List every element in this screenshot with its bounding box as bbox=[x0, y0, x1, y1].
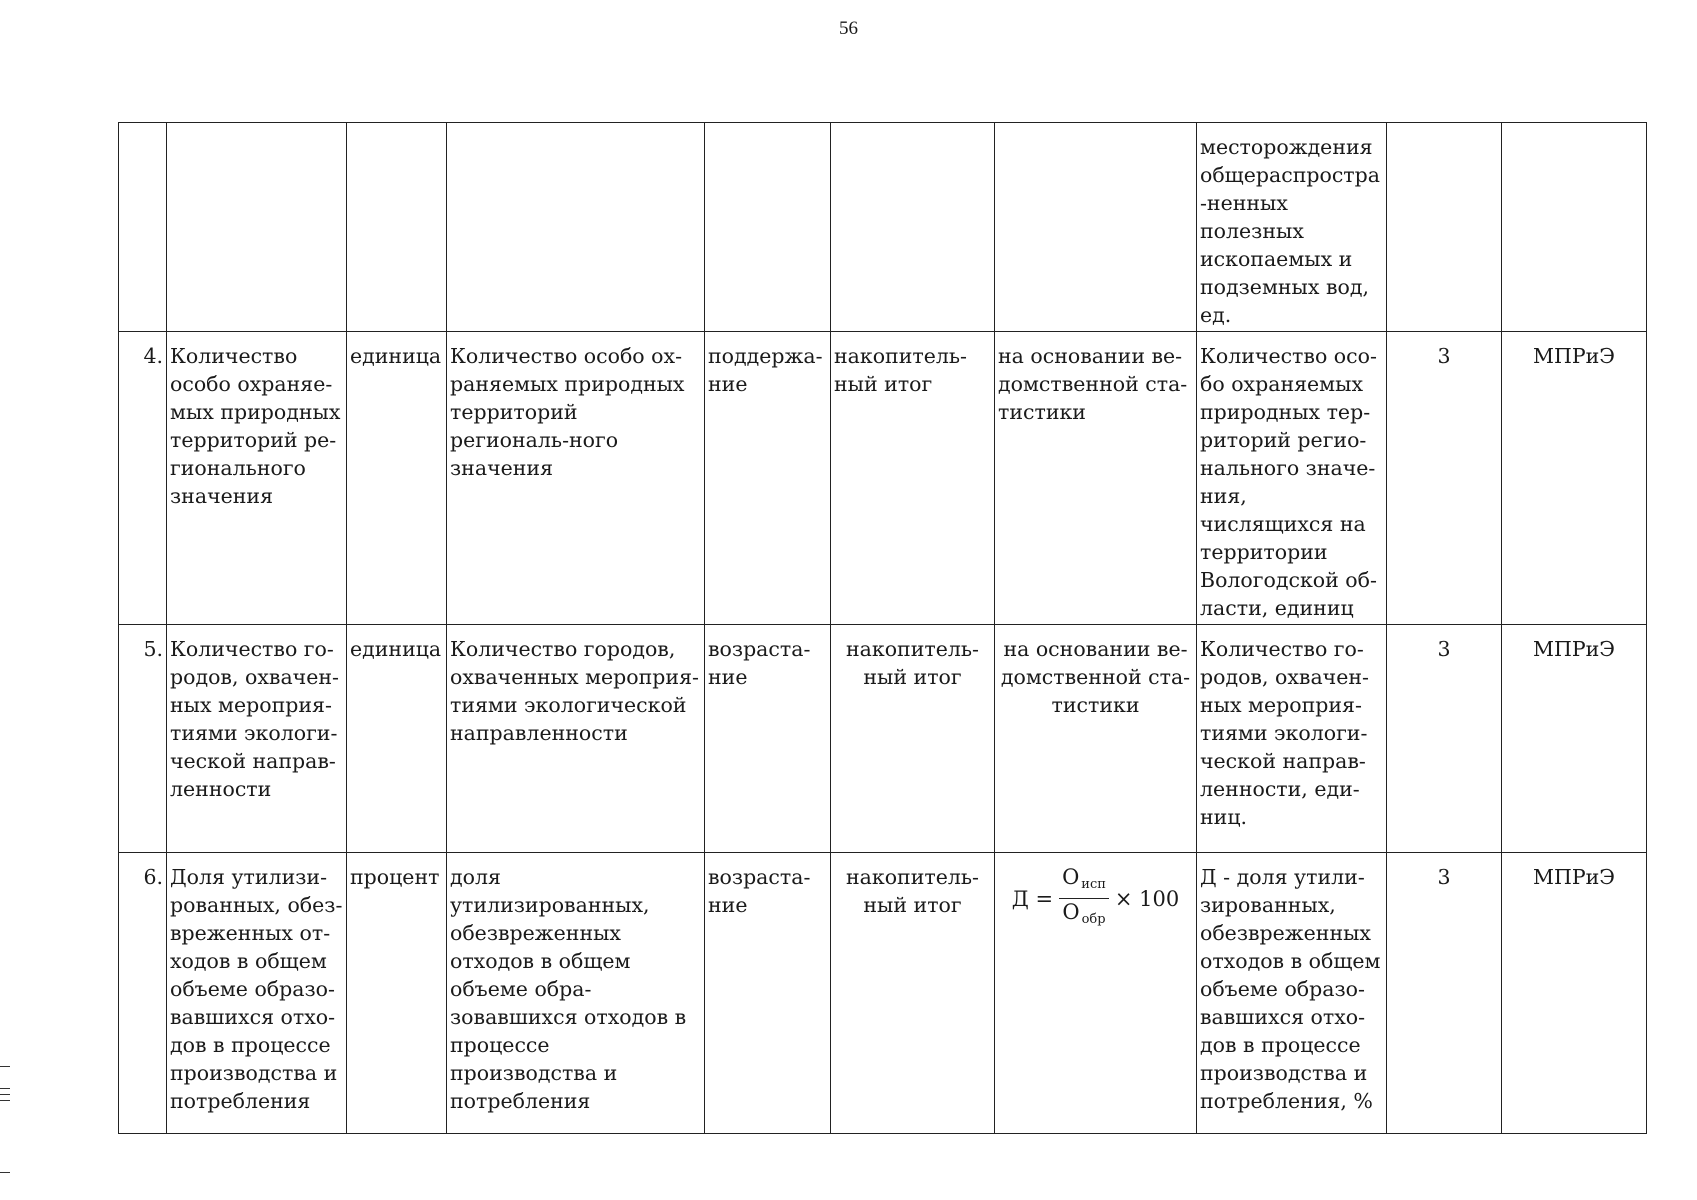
formula-denominator-subscript: обр bbox=[1081, 912, 1106, 927]
formula-fraction bbox=[1059, 865, 1109, 932]
unit: единица bbox=[347, 625, 447, 853]
unit: единица bbox=[347, 332, 447, 625]
formula bbox=[1012, 865, 1180, 932]
unit: процент bbox=[347, 853, 447, 1134]
row-number: 5. bbox=[119, 625, 167, 853]
responsible bbox=[1502, 123, 1647, 332]
indicator-description: месторождения общераспростра-ненных полезных ископаемых и подземных вод, ед. bbox=[1197, 123, 1387, 332]
responsible: МПРиЭ bbox=[1502, 853, 1647, 1134]
definition bbox=[447, 123, 705, 332]
formula-cell bbox=[995, 853, 1197, 1134]
row-number bbox=[119, 123, 167, 332]
margin-mark bbox=[0, 1172, 10, 1173]
responsible: МПРиЭ bbox=[1502, 332, 1647, 625]
responsible: МПРиЭ bbox=[1502, 625, 1647, 853]
indicator-name: Доля утилизи-рованных, обез-вреженных от-ходов в общем объеме образо-вавшихся отхо-дов в процессе производства и потребления bbox=[167, 853, 347, 1134]
table-row bbox=[119, 853, 1647, 1134]
source: 3 bbox=[1387, 853, 1502, 1134]
formula-numerator bbox=[1059, 865, 1109, 899]
indicator-description: Д - доля утили-зированных, обезвреженных отходов в общем объеме образо-вавшихся отхо-дов в процессе производства и потребления, % bbox=[1197, 853, 1387, 1134]
indicator-description: Количество го-родов, охвачен-ных мероприя-тиями экологи-ческой направ-ленности, еди-ниц. bbox=[1197, 625, 1387, 853]
margin-mark bbox=[0, 1100, 10, 1101]
indicator-name bbox=[167, 123, 347, 332]
indicator-description: Количество осо-бо охраняемых природных тер-риторий регио-нального значе-ния, числящихся на территории Вологодской об-ласти, единиц bbox=[1197, 332, 1387, 625]
margin-mark bbox=[0, 1094, 10, 1095]
method bbox=[831, 123, 995, 332]
indicator-name: Количество го-родов, охвачен-ных мероприя-тиями экологи-ческой направ-ленности bbox=[167, 625, 347, 853]
indicators-table bbox=[118, 122, 1647, 1134]
method: накопитель-ный итог bbox=[831, 625, 995, 853]
table-row bbox=[119, 625, 1647, 853]
calculation: на основании ве-домственной ста-тистики bbox=[995, 625, 1197, 853]
definition: доля утилизированных, обезвреженных отходов в общем объеме обра-зовавшихся отходов в процессе производства и потребления bbox=[447, 853, 705, 1134]
formula-numerator-subscript: исп bbox=[1081, 877, 1106, 892]
definition: Количество особо ох-раняемых природных территорий региональ-ного значения bbox=[447, 332, 705, 625]
formula-multiplier: × 100 bbox=[1114, 886, 1180, 911]
source bbox=[1387, 123, 1502, 332]
formula-denominator bbox=[1062, 899, 1105, 932]
calculation bbox=[995, 123, 1197, 332]
formula-denominator-symbol: О bbox=[1062, 900, 1080, 924]
formula-numerator-symbol: О bbox=[1062, 865, 1080, 889]
indicator-name: Количество особо охраняе-мых природных территорий ре-гионального значения bbox=[167, 332, 347, 625]
unit bbox=[347, 123, 447, 332]
row-number: 4. bbox=[119, 332, 167, 625]
source: 3 bbox=[1387, 332, 1502, 625]
row-number: 6. bbox=[119, 853, 167, 1134]
source: 3 bbox=[1387, 625, 1502, 853]
margin-mark bbox=[0, 1066, 10, 1067]
table-row bbox=[119, 332, 1647, 625]
calculation: на основании ве-домственной ста-тистики bbox=[995, 332, 1197, 625]
trend: поддержа-ние bbox=[705, 332, 831, 625]
table-row bbox=[119, 123, 1647, 332]
definition: Количество городов, охваченных мероприя-тиями экологической направленности bbox=[447, 625, 705, 853]
method: накопитель-ный итог bbox=[831, 332, 995, 625]
page-number: 56 bbox=[839, 18, 858, 39]
trend: возраста-ние bbox=[705, 853, 831, 1134]
trend bbox=[705, 123, 831, 332]
trend: возраста-ние bbox=[705, 625, 831, 853]
margin-mark bbox=[0, 1088, 10, 1089]
method: накопитель-ный итог bbox=[831, 853, 995, 1134]
formula-lhs: Д = bbox=[1011, 886, 1054, 911]
